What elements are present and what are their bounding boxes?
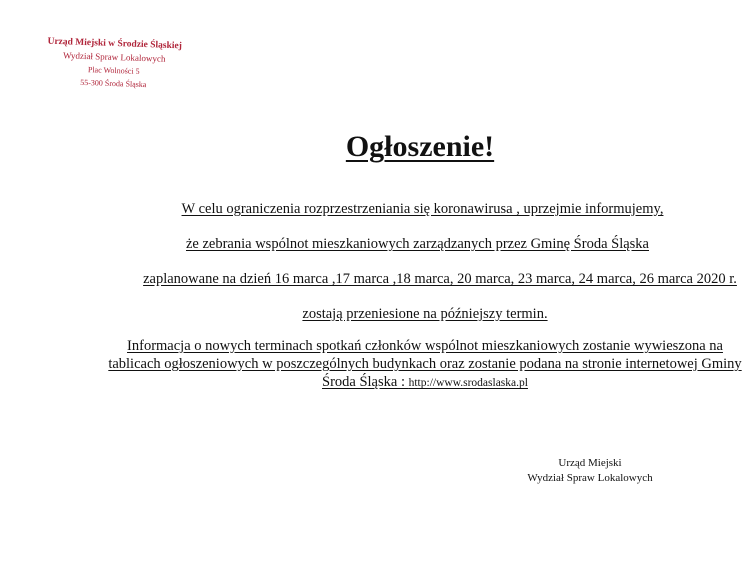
notice-line-4: zostają przeniesione na późniejszy termin. — [302, 306, 548, 322]
info-text: Informacja o nowych terminach spotkań członków wspólnot mieszkaniowych zostanie wywieszona na tablicach ogłoszeniowych w poszczególnych budynkach oraz zostanie podana na stronie internetowej Gminy Środa Śląska : — [108, 338, 742, 390]
signature-block — [500, 456, 680, 486]
notice-title: Ogłoszenie! — [345, 130, 495, 163]
stamp-street: Plac Wolności 5 — [87, 65, 140, 76]
signature-department: Wydział Spraw Lokalowych — [527, 472, 653, 484]
notice-line-1: W celu ograniczenia rozprzestrzeniania się koronawirusa , uprzejmie informujemy, — [181, 201, 664, 217]
website-link[interactable]: http://www.srodaslaska.pl — [408, 377, 528, 389]
signature-office: Urząd Miejski — [558, 457, 622, 469]
notice-line-3: zaplanowane na dzień 16 marca ,17 marca ,18 marca, 20 marca, 23 marca, 24 marca, 26 marca 2020 r. — [143, 271, 737, 287]
notice-line-2: że zebrania wspólnot mieszkaniowych zarządzanych przez Gminę Środa Śląska — [185, 236, 649, 252]
office-stamp — [29, 35, 199, 93]
stamp-office-name: Urząd Miejski w Środzie Śląskiej — [47, 36, 183, 52]
stamp-department: Wydział Spraw Lokalowych — [62, 50, 166, 64]
stamp-city: 55-300 Środa Śląska — [80, 77, 147, 90]
info-paragraph — [100, 337, 750, 392]
